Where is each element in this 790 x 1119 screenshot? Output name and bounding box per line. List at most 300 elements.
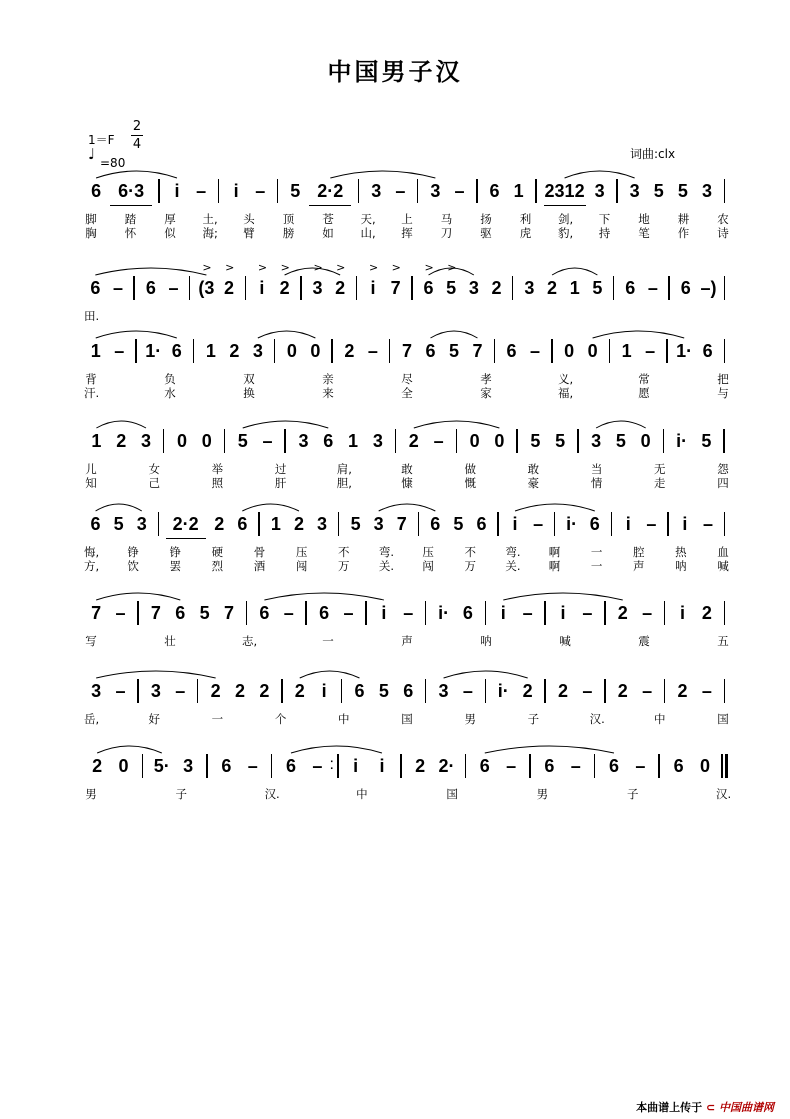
note: 0 xyxy=(201,431,212,451)
lyric-syllable: 上 xyxy=(401,212,413,226)
lyric-syllable: 胆, xyxy=(336,476,352,490)
note: 7 xyxy=(150,603,161,623)
lyric-syllable: 呐 xyxy=(675,559,687,573)
score-system xyxy=(0,600,790,670)
note: 3 xyxy=(430,181,441,201)
note: i xyxy=(321,681,327,701)
note: 2 xyxy=(344,341,355,361)
lyrics-verse2 xyxy=(0,226,790,241)
note: 6 xyxy=(354,681,365,701)
note: 1 xyxy=(91,431,102,451)
note: 3 xyxy=(150,681,161,701)
note: 6 xyxy=(237,514,248,534)
dash: – xyxy=(112,278,123,298)
note: 5· xyxy=(153,756,170,776)
note: 6 xyxy=(544,756,555,776)
dash: – xyxy=(196,181,207,201)
note: 0 xyxy=(469,431,480,451)
lyric-syllable: 家 xyxy=(480,386,492,400)
lyric-syllable: 一 xyxy=(590,545,603,559)
note: 1 xyxy=(569,278,580,298)
tie-arc xyxy=(96,593,180,600)
note: 3 xyxy=(373,514,384,534)
lyric-syllable: 虎 xyxy=(519,226,532,240)
tie-arc xyxy=(243,421,329,428)
note: 2 xyxy=(234,681,245,701)
score-system xyxy=(0,678,790,748)
lyric-syllable: 孝 xyxy=(480,372,492,386)
lyric-syllable: 脚 xyxy=(85,212,97,226)
note: 1· xyxy=(145,341,162,361)
lyric-syllable: 声 xyxy=(401,634,413,648)
note: 2 xyxy=(547,278,558,298)
lyric-syllable: 关. xyxy=(505,559,521,573)
lyrics-verse1 xyxy=(0,462,790,477)
time-signature-top: 2 xyxy=(132,119,142,134)
note: 3 xyxy=(372,431,383,451)
dash: – xyxy=(283,603,294,623)
note: 2 xyxy=(617,681,628,701)
note: 1 xyxy=(513,181,524,201)
tie-arcs xyxy=(0,428,790,458)
note: 0 xyxy=(587,341,598,361)
lyric-syllable: 压 xyxy=(295,545,308,559)
note: 2 xyxy=(294,681,305,701)
note: 2 xyxy=(522,681,533,701)
tie-arc xyxy=(414,421,500,428)
lyric-syllable: 走 xyxy=(654,476,666,490)
beam-underline xyxy=(544,205,586,206)
lyric-syllable: 万 xyxy=(464,559,476,573)
note: 6 xyxy=(175,603,186,623)
lyric-syllable: 过 xyxy=(274,462,287,476)
lyric-syllable: 酒 xyxy=(253,559,266,573)
lyric-syllable: 无 xyxy=(654,462,666,476)
lyric-syllable: 震 xyxy=(638,634,650,648)
lyric-syllable: 刀 xyxy=(440,226,453,240)
lyric-syllable: 豪 xyxy=(527,476,540,490)
tie-arc xyxy=(565,171,635,178)
note: 6 xyxy=(319,603,330,623)
lyric-syllable: 全 xyxy=(401,386,413,400)
note: 1 xyxy=(348,431,359,451)
lyric-syllable: 怨 xyxy=(717,462,729,476)
lyric-syllable: 铮 xyxy=(169,545,182,559)
note: 2 xyxy=(677,681,688,701)
note: 7 xyxy=(401,341,412,361)
lyric-syllable: 热 xyxy=(675,545,687,559)
note: 2 xyxy=(335,278,346,298)
lyric-syllable: 儿 xyxy=(85,462,97,476)
note: i xyxy=(500,603,506,623)
lyric-syllable: 膀 xyxy=(282,226,295,240)
lyric-syllable: 方, xyxy=(84,559,100,573)
note: 6 xyxy=(90,278,101,298)
lyric-syllable: 下 xyxy=(598,212,611,226)
note: 6 xyxy=(608,756,619,776)
lyric-syllable: 水 xyxy=(164,386,176,400)
lyric-syllable: 一 xyxy=(211,712,224,726)
dash: – xyxy=(462,681,473,701)
lyric-syllable: 义, xyxy=(558,372,574,386)
lyric-syllable: 闯 xyxy=(295,559,308,573)
lyric-syllable: 田. xyxy=(84,309,100,323)
lyric-syllable: 汉. xyxy=(589,712,605,726)
note: 5 xyxy=(290,181,301,201)
lyric-syllable: 弯. xyxy=(378,545,395,559)
note: 7 xyxy=(396,514,407,534)
lyric-syllable: 福, xyxy=(558,386,574,400)
footer-credit xyxy=(636,1099,774,1115)
note: 5 xyxy=(530,431,541,451)
dash: – xyxy=(530,341,541,361)
lyric-syllable: 写 xyxy=(85,634,97,648)
lyric-syllable: 压 xyxy=(422,545,434,559)
lyric-syllable: 马 xyxy=(440,212,453,226)
lyric-syllable: 一 xyxy=(590,559,603,573)
accent-mark: > xyxy=(336,261,346,274)
lyric-syllable: 五 xyxy=(717,634,729,648)
note: 2 xyxy=(92,756,103,776)
dash: – xyxy=(367,341,378,361)
note: 5 xyxy=(199,603,210,623)
lyric-syllable: 愿 xyxy=(638,386,650,400)
tie-arcs xyxy=(0,511,790,541)
lyric-syllable: 敢 xyxy=(401,462,413,476)
tie-arc xyxy=(300,671,360,678)
note: 0 xyxy=(176,431,187,451)
lyric-syllable: 汉. xyxy=(264,787,280,801)
lyrics-verse1 xyxy=(0,634,790,649)
dash: – xyxy=(506,756,517,776)
lyric-syllable: 亲 xyxy=(322,372,334,386)
note: 6 xyxy=(430,514,441,534)
note: 2 xyxy=(293,514,304,534)
tie-arc xyxy=(96,671,215,678)
lyric-syllable: 换 xyxy=(243,386,255,400)
lyric-syllable: 男 xyxy=(464,712,476,726)
tie-arcs xyxy=(0,753,790,783)
note: 6 xyxy=(425,341,436,361)
note: 5 xyxy=(615,431,626,451)
dash: – xyxy=(255,181,266,201)
lyric-syllable: 国 xyxy=(717,712,729,726)
dash: – xyxy=(114,341,125,361)
note: 6 xyxy=(221,756,232,776)
dash: – xyxy=(433,431,444,451)
lyric-syllable: 踏 xyxy=(124,212,137,226)
dash: – xyxy=(403,603,414,623)
tie-arcs xyxy=(0,678,790,708)
note: 3 xyxy=(591,431,602,451)
time-signature-bottom: 4 xyxy=(132,137,142,152)
lyric-syllable: 硬 xyxy=(211,545,224,559)
tie-arcs xyxy=(0,178,790,208)
dash: – xyxy=(247,756,258,776)
note: 2·2 xyxy=(172,514,199,534)
lyric-syllable: 好 xyxy=(148,712,160,726)
key-signature: 1＝F xyxy=(88,133,115,147)
lyric-syllable: 常 xyxy=(638,372,650,386)
lyric-syllable: 诗 xyxy=(717,226,729,240)
lyric-syllable: 敢 xyxy=(527,462,540,476)
tie-arc xyxy=(96,421,146,428)
note: 2·2 xyxy=(317,181,344,201)
note: 0 xyxy=(699,756,710,776)
note: 2 xyxy=(259,681,270,701)
lyric-syllable: 举 xyxy=(211,462,224,476)
note: 2 xyxy=(214,514,225,534)
tie-arcs xyxy=(0,600,790,630)
lyric-syllable: 汉. xyxy=(716,787,732,801)
note: 3 xyxy=(629,181,640,201)
note: 6 xyxy=(171,341,182,361)
note: 2 xyxy=(116,431,127,451)
lyric-syllable: 闯 xyxy=(422,559,434,573)
note: 2 xyxy=(224,278,235,298)
lyric-syllable: 四 xyxy=(717,476,729,490)
lyric-syllable: 厚 xyxy=(164,212,176,226)
lyric-syllable: 顶 xyxy=(282,212,295,226)
note: 6 xyxy=(673,756,684,776)
lyric-syllable: 骨 xyxy=(253,545,266,559)
lyric-syllable: 剑, xyxy=(558,212,574,226)
note: 2 xyxy=(557,681,568,701)
lyric-syllable: 啊 xyxy=(548,545,561,559)
dash: – xyxy=(703,514,714,534)
note: i xyxy=(625,514,631,534)
tempo-marking: =80 xyxy=(100,156,126,170)
lyric-syllable: 汗. xyxy=(84,386,100,400)
dash: – xyxy=(115,603,126,623)
accent-mark: > xyxy=(225,261,235,274)
beam-underline xyxy=(166,538,206,539)
lyric-syllable: 不 xyxy=(338,545,350,559)
lyric-syllable: 负 xyxy=(164,372,176,386)
lyric-syllable: 弯. xyxy=(505,545,521,559)
note: 3 xyxy=(298,431,309,451)
score-system xyxy=(0,511,790,581)
note: 2 xyxy=(617,603,628,623)
lyrics-verse1 xyxy=(0,545,790,560)
lyric-syllable: 把 xyxy=(717,372,729,386)
note: 3 xyxy=(594,181,605,201)
lyric-syllable: 肩, xyxy=(336,462,352,476)
lyric-syllable: 来 xyxy=(322,386,334,400)
lyric-syllable: 腔 xyxy=(632,545,645,559)
note: 6 xyxy=(403,681,414,701)
footer-site-name: 中国曲谱网 xyxy=(719,1101,774,1114)
note: 5 xyxy=(653,181,664,201)
lyric-syllable: 持 xyxy=(598,226,611,240)
note: 0 xyxy=(494,431,505,451)
note: i xyxy=(370,278,376,298)
note: 6 xyxy=(680,278,691,298)
note: 0 xyxy=(310,341,321,361)
note: 7 xyxy=(390,278,401,298)
lyric-syllable: 土, xyxy=(202,212,218,226)
beam-underline xyxy=(110,205,152,206)
score-system xyxy=(0,753,790,823)
lyric-syllable: 与 xyxy=(717,386,729,400)
note: 3 xyxy=(371,181,382,201)
note: 5 xyxy=(378,681,389,701)
lyric-syllable: 扬 xyxy=(480,212,492,226)
note: i xyxy=(353,756,359,776)
lyric-syllable: 慷 xyxy=(401,476,413,490)
lyric-syllable: 耕 xyxy=(677,212,690,226)
tie-arc xyxy=(596,421,646,428)
lyric-syllable: 血 xyxy=(717,545,729,559)
lyric-syllable: 国 xyxy=(401,712,413,726)
note: 5 xyxy=(677,181,688,201)
lyric-syllable: 背 xyxy=(85,372,97,386)
lyric-syllable: 照 xyxy=(211,476,224,490)
dash: – xyxy=(343,603,354,623)
note: 0 xyxy=(564,341,575,361)
lyrics-verse1 xyxy=(0,212,790,227)
note: 6 xyxy=(145,278,156,298)
note: 0 xyxy=(640,431,651,451)
lyric-syllable: 胸 xyxy=(85,226,97,240)
note: 6 xyxy=(462,603,473,623)
note: i xyxy=(259,278,265,298)
note: 3 xyxy=(702,181,713,201)
quarter-note-icon: ♩ xyxy=(88,145,96,163)
note: (3 xyxy=(198,278,215,298)
note: 5 xyxy=(350,514,361,534)
note: 6 xyxy=(625,278,636,298)
lyric-syllable: 臂 xyxy=(243,226,255,240)
note: 7 xyxy=(224,603,235,623)
note: 5 xyxy=(237,431,248,451)
note: 5 xyxy=(555,431,566,451)
note: 6 xyxy=(489,181,500,201)
tie-arcs xyxy=(0,338,790,368)
note: 3 xyxy=(468,278,479,298)
lyric-syllable: 豹, xyxy=(558,226,574,240)
lyric-syllable: 罢 xyxy=(169,559,182,573)
lyric-syllable: 做 xyxy=(464,462,476,476)
beam-underline xyxy=(309,205,351,206)
tie-arc xyxy=(552,268,597,275)
lyric-syllable: 如 xyxy=(322,226,334,240)
accent-mark: > xyxy=(202,261,212,274)
note: 5 xyxy=(446,278,457,298)
tie-arc xyxy=(95,268,206,275)
tie-arc xyxy=(264,593,383,600)
tie-arc xyxy=(242,504,299,511)
dash: – xyxy=(168,278,179,298)
note: 2 xyxy=(701,603,712,623)
note: 2 xyxy=(415,756,426,776)
accent-mark: > xyxy=(280,261,290,274)
dash: – xyxy=(570,756,581,776)
dash: – xyxy=(533,514,544,534)
tie-arc xyxy=(330,171,435,178)
note: i xyxy=(233,181,239,201)
note: 3 xyxy=(312,278,323,298)
note: 2 xyxy=(210,681,221,701)
dash: – xyxy=(175,681,186,701)
lyrics-verse2 xyxy=(0,386,790,401)
accent-mark: > xyxy=(424,261,434,274)
lyric-syllable: 子 xyxy=(626,787,639,801)
lyric-syllable: 男 xyxy=(85,787,97,801)
lyric-syllable: 中 xyxy=(356,787,368,801)
lyric-syllable: 肝 xyxy=(274,476,287,490)
lyrics-verse1 xyxy=(0,309,790,324)
lyric-syllable: 挥 xyxy=(401,226,413,240)
lyric-syllable: 利 xyxy=(519,212,532,226)
lyric-syllable: 天, xyxy=(360,212,376,226)
site-logo-icon: ⊂ xyxy=(705,1101,716,1114)
dash: – xyxy=(647,278,658,298)
lyric-syllable: 喊 xyxy=(717,559,729,573)
lyric-syllable: 情 xyxy=(590,476,603,490)
note: 6 xyxy=(479,756,490,776)
note: i xyxy=(682,514,688,534)
note: 3 xyxy=(252,341,263,361)
note: 6 xyxy=(702,341,713,361)
accent-mark: > xyxy=(391,261,401,274)
score-system xyxy=(0,338,790,408)
dash: – xyxy=(262,431,273,451)
lyric-syllable: 当 xyxy=(590,462,603,476)
lyrics-verse2 xyxy=(0,559,790,574)
lyrics-verse1 xyxy=(0,712,790,727)
lyric-syllable: 己 xyxy=(148,476,160,490)
lyric-syllable: 中 xyxy=(654,712,666,726)
note: i xyxy=(379,756,385,776)
note: 5 xyxy=(592,278,603,298)
score-system xyxy=(0,428,790,498)
lyric-syllable: 作 xyxy=(677,226,690,240)
lyric-syllable: 苍 xyxy=(322,212,334,226)
lyric-syllable: 农 xyxy=(717,212,729,226)
dash: – xyxy=(115,681,126,701)
tie-arc xyxy=(96,171,177,178)
lyric-syllable: 子 xyxy=(527,712,540,726)
note: 1 xyxy=(621,341,632,361)
note: i· xyxy=(497,681,509,701)
lyric-syllable: 头 xyxy=(243,212,255,226)
lyric-syllable: 啊 xyxy=(548,559,561,573)
note: 2312 xyxy=(544,181,585,201)
lyric-syllable: 悔, xyxy=(84,545,100,559)
note: i xyxy=(679,603,685,623)
tie-arc xyxy=(515,504,595,511)
note: 3 xyxy=(183,756,194,776)
lyric-syllable: 饮 xyxy=(127,559,139,573)
note: 5 xyxy=(701,431,712,451)
note: 3 xyxy=(91,681,102,701)
lyric-syllable: 男 xyxy=(536,787,549,801)
dash: – xyxy=(701,681,712,701)
note: i· xyxy=(676,431,688,451)
note: 2 xyxy=(408,431,419,451)
note: 5 xyxy=(453,514,464,534)
note: i xyxy=(512,514,518,534)
lyric-syllable: 怀 xyxy=(124,226,137,240)
time-signature-divider xyxy=(131,135,143,136)
accent-mark: > xyxy=(313,261,323,274)
lyric-syllable: 山, xyxy=(360,226,376,240)
lyric-syllable: 声 xyxy=(632,559,645,573)
note: 1 xyxy=(270,514,281,534)
tie-arc xyxy=(285,268,341,275)
note: 3 xyxy=(438,681,449,701)
